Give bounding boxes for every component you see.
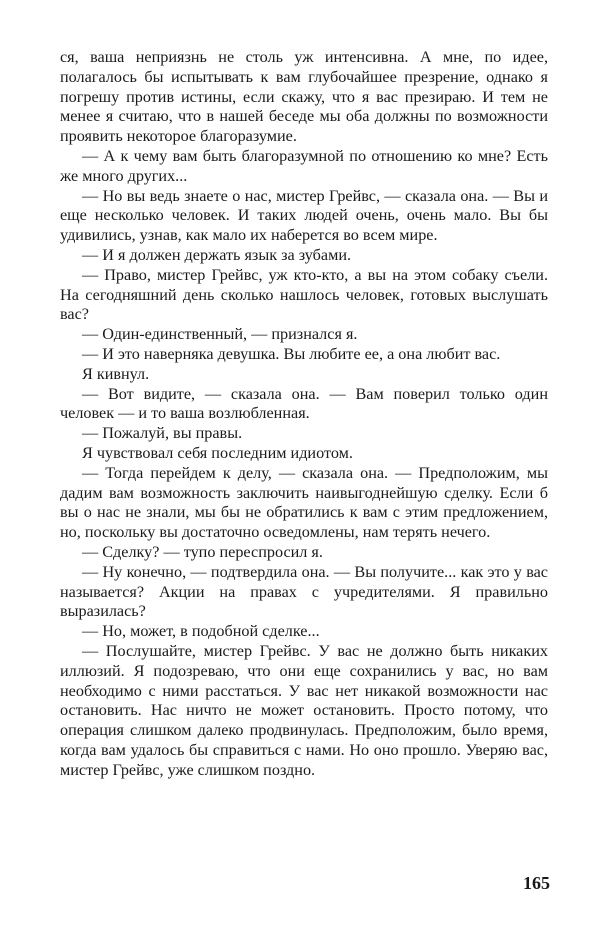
paragraph: — Вот видите, — сказала она. — Вам поверил только один человек — и то ваша возлюбленная.	[60, 384, 548, 423]
paragraph: Я кивнул.	[82, 364, 150, 383]
page-number: 165	[523, 873, 550, 893]
paragraph: — Сделку? — тупо переспросил я.	[82, 542, 323, 561]
page-text	[60, 48, 548, 780]
paragraph: — И это наверняка девушка. Вы любите ее, а она любит вас.	[82, 344, 501, 363]
paragraph: — Но вы ведь знаете о нас, мистер Грейвс, — сказала она. — Вы и еще несколько человек. И таких людей очень, очень мало. Вы бы удивились, узнав, как мало их наберется во всем мире.	[60, 186, 548, 245]
paragraph: — Право, мистер Грейвс, уж кто-кто, а вы на этом собаку съели. На сегодняшний день сколько нашлось человек, готовых выслушать вас?	[60, 265, 548, 324]
paragraph: — Послушайте, мистер Грейвс. У вас не должно быть никаких иллюзий. Я подозреваю, что они еще сохранились у вас, но вам необходимо с ними расстаться. У вас нет никакой возможности нас остановить. Нас ничто не может остановить. Просто потому, что операция слишком далеко продвинулась. Предположим, было время, когда вам удалось бы справиться с нами. Но оно прошло. Уверяю вас, мистер Грейвс, уже слишком поздно.	[60, 641, 548, 779]
paragraph: — Пожалуй, вы правы.	[82, 424, 243, 443]
paragraph-continuation: ся, ваша неприязнь не столь уж интенсивна. А мне, по идее, полагалось бы испытывать к вам глубочайшее презрение, однако я погрешу против истины, если скажу, что я вас презираю. И тем не менее я считаю, что в нашей беседе мы оба должны по возможности проявить некоторое благоразумие.	[60, 48, 548, 146]
paragraph: — Один-единственный, — признался я.	[82, 325, 358, 344]
paragraph: — Ну конечно, — подтвердила она. — Вы получите... как это у вас называется? Акции на правах с учредителями. Я правильно выразилась?	[60, 562, 548, 621]
paragraph: — И я должен держать язык за зубами.	[82, 245, 352, 264]
paragraph: — Тогда перейдем к делу, — сказала она. — Предположим, мы дадим вам возможность заключить наивыгоднейшую сделку. Если б вы о нас не знали, мы бы не обратились к вам с этим предложением, но, поскольку вы достаточно осведомлены, нам терять нечего.	[60, 463, 548, 542]
paragraph: — А к чему вам быть благоразумной по отношению ко мне? Есть же много других...	[60, 146, 548, 185]
paragraph: — Но, может, в подобной сделке...	[82, 622, 320, 641]
paragraph: Я чувствовал себя последним идиотом.	[82, 443, 353, 462]
